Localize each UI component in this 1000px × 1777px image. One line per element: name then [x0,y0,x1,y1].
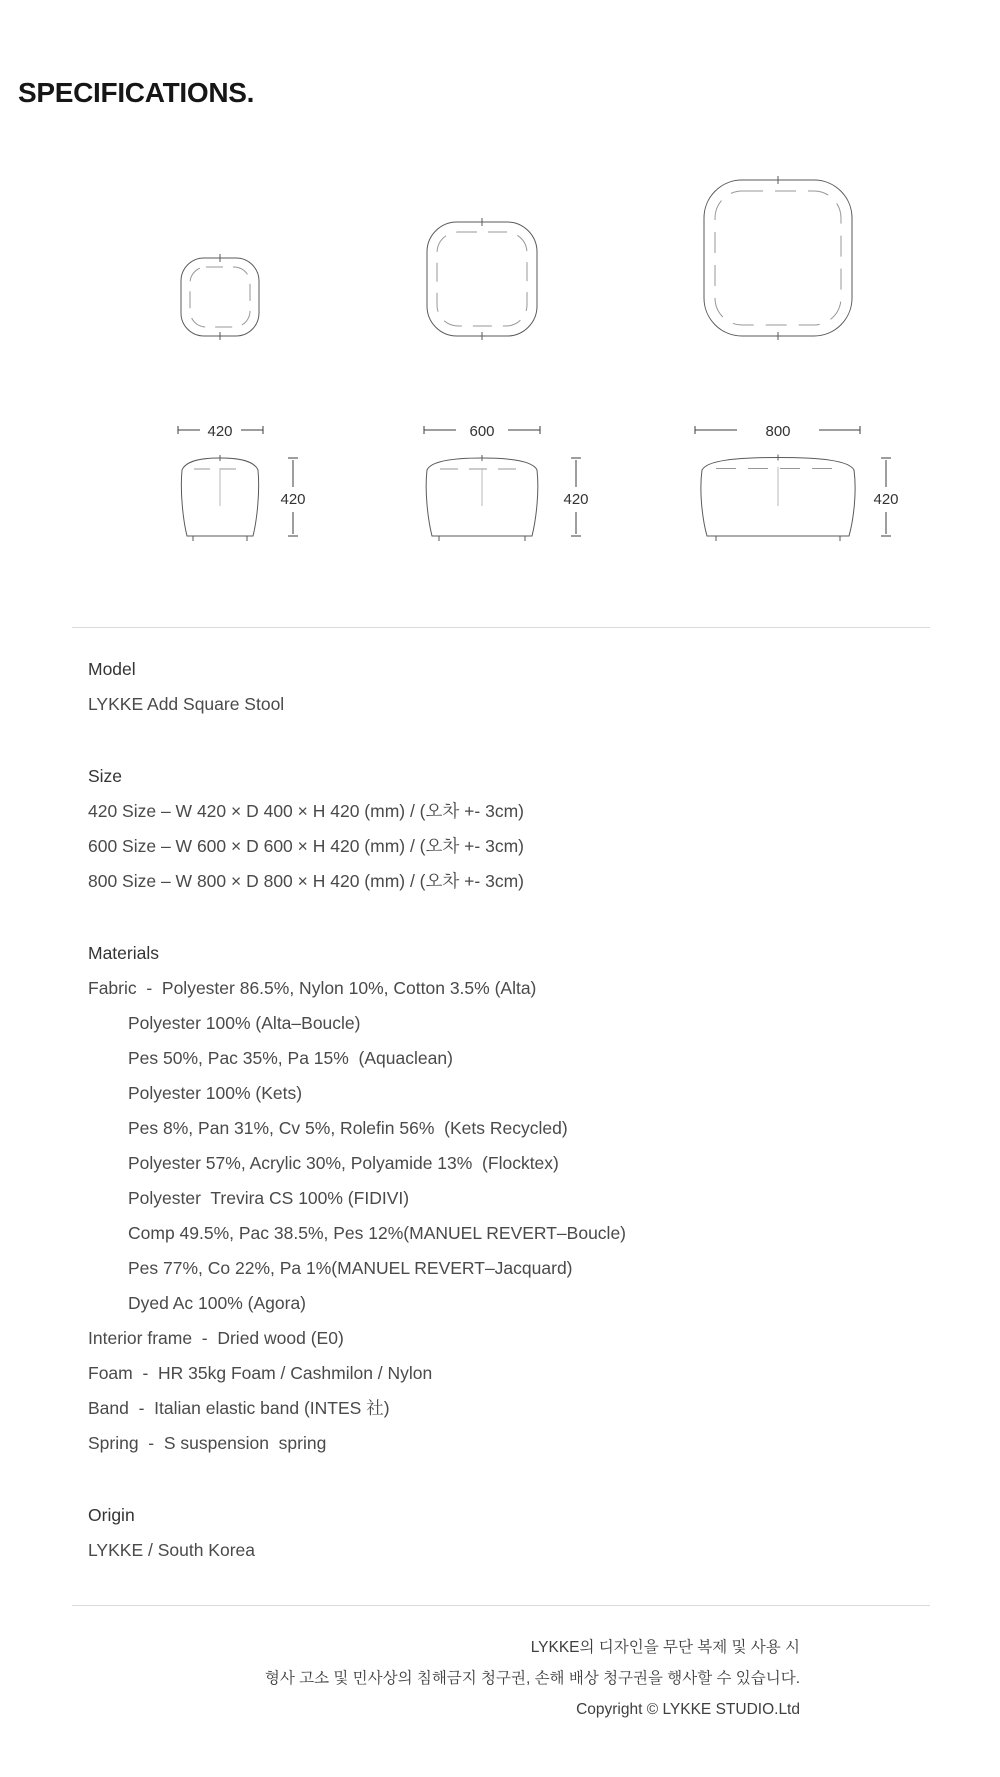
section-model [88,652,928,722]
size-line: 800 Size – W 800 × D 800 × H 420 (mm) / (오차 +- 3cm) [88,871,524,891]
height-label-420: 420 [280,491,306,508]
materials-lines [88,971,928,1461]
materials-line: Band - Italian elastic band (INTES 社) [88,1398,390,1418]
origin-lines [88,1533,928,1568]
materials-line: Interior frame - Dried wood (E0) [88,1328,344,1348]
materials-line: Polyester 100% (Kets) [128,1083,303,1103]
size-line: 420 Size – W 420 × D 400 × H 420 (mm) / (오차 +- 3cm) [88,801,524,821]
height-dimension-800 [873,458,898,536]
section-origin [88,1498,928,1568]
materials-line: Polyester 100% (Alta–Boucle) [128,1013,361,1033]
section-materials [88,936,928,1461]
origin-heading: Origin [88,1505,135,1525]
front-view-600 [426,455,538,541]
materials-line: Pes 77%, Co 22%, Pa 1%(MANUEL REVERT–Jacquard) [128,1258,573,1278]
footer-lines [0,1632,800,1725]
materials-line: Fabric - Polyester 86.5%, Nylon 10%, Cotton 3.5% (Alta) [88,978,537,998]
materials-line: Pes 8%, Pan 31%, Cv 5%, Rolefin 56% (Kets Recycled) [128,1118,568,1138]
footer-line: 형사 고소 및 민사상의 침해금지 청구권, 손해 배상 청구권을 행사할 수 있습니다. [264,1670,800,1687]
top-divider [72,627,930,628]
top-view-420 [181,254,259,340]
width-label-420: 420 [207,423,233,440]
origin-line: LYKKE / South Korea [88,1540,256,1560]
materials-line: Pes 50%, Pac 35%, Pa 15% (Aquaclean) [128,1048,453,1068]
front-view-420 [181,455,258,541]
bottom-divider [72,1605,930,1606]
materials-line: Comp 49.5%, Pac 38.5%, Pes 12%(MANUEL REVERT–Boucle) [128,1223,626,1243]
height-label-800: 420 [873,491,899,508]
width-dimension-420 [178,423,263,440]
height-dimension-600 [563,458,588,536]
width-label-600: 600 [469,423,495,440]
specification-text [88,652,928,1568]
materials-line: Polyester Trevira CS 100% (FIDIVI) [128,1188,410,1208]
top-view-800 [704,176,852,340]
front-view-800 [701,455,855,542]
stool-technical-drawing [0,0,1000,560]
height-label-600: 420 [563,491,589,508]
materials-line: Polyester 57%, Acrylic 30%, Polyamide 13% (Flocktex) [128,1153,559,1173]
size-lines [88,794,928,899]
materials-line: Dyed Ac 100% (Agora) [128,1293,307,1313]
copyright-footer [0,1632,800,1725]
materials-line: Foam - HR 35kg Foam / Cashmilon / Nylon [88,1363,433,1383]
materials-line: Spring - S suspension spring [88,1433,327,1453]
footer-line: Copyright © LYKKE STUDIO.Ltd [576,1701,800,1718]
top-view-600 [427,218,537,340]
materials-heading: Materials [88,943,159,963]
section-size [88,759,928,899]
model-heading: Model [88,659,136,679]
width-label-800: 800 [765,423,791,440]
page-title: SPECIFICATIONS. [18,76,255,108]
size-line: 600 Size – W 600 × D 600 × H 420 (mm) / (오차 +- 3cm) [88,836,524,856]
footer-line: LYKKE의 디자인을 무단 복제 및 사용 시 [530,1639,800,1656]
height-dimension-420 [280,458,305,536]
width-dimension-600 [424,423,540,440]
size-heading: Size [88,766,123,786]
model-line: LYKKE Add Square Stool [88,694,285,714]
model-lines [88,687,928,722]
width-dimension-800 [695,423,860,440]
